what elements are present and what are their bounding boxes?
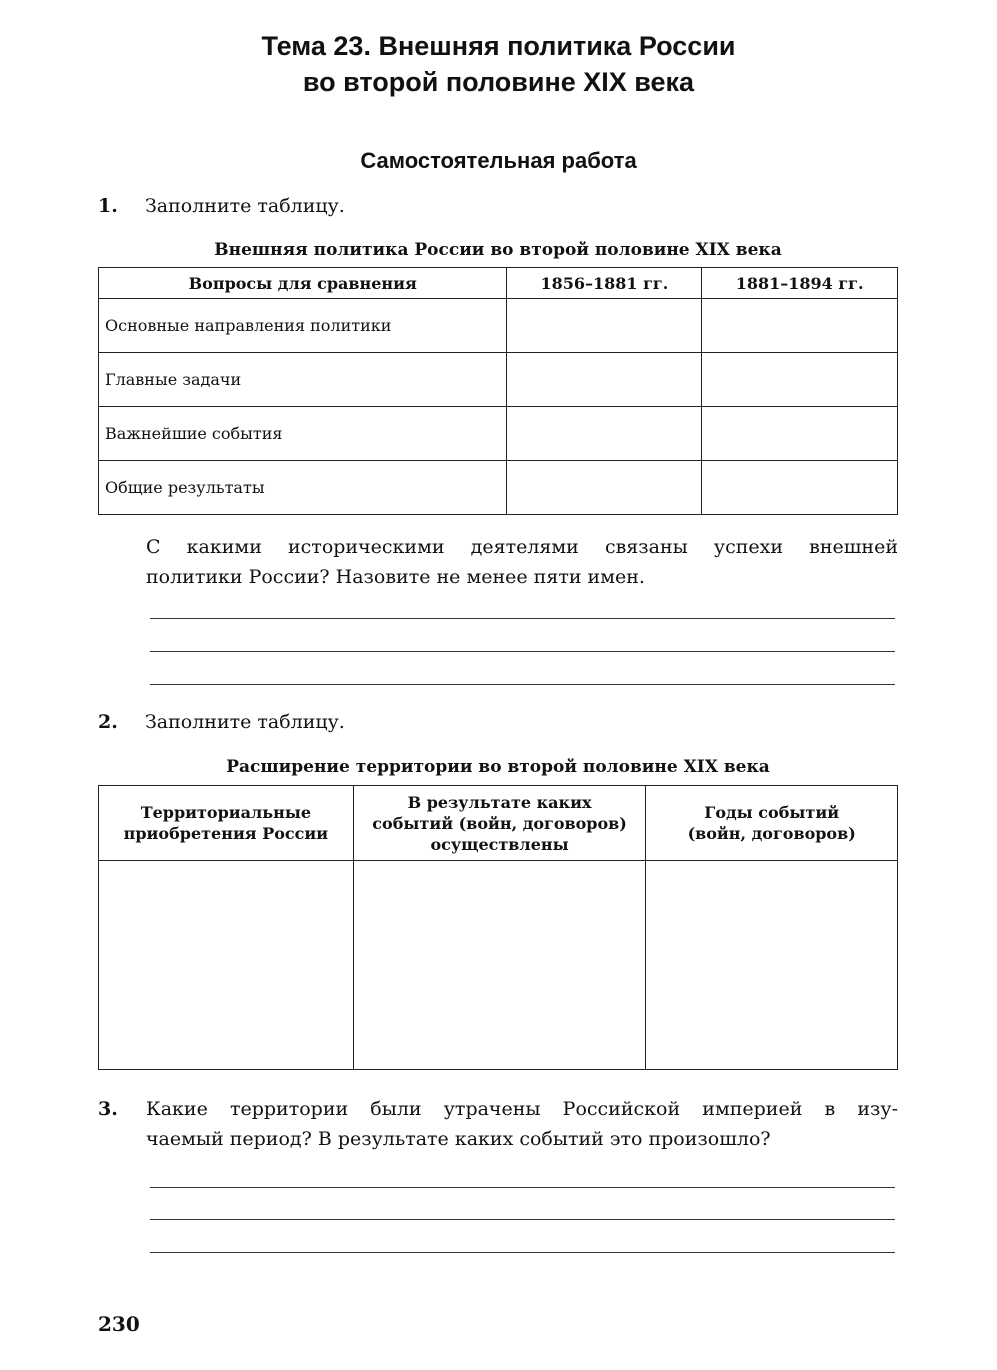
answer-line[interactable]	[150, 1219, 895, 1220]
task-2-heading	[98, 711, 345, 733]
answer-cell[interactable]	[507, 461, 702, 515]
page-title	[0, 28, 997, 100]
answer-line[interactable]	[150, 1252, 895, 1253]
row-question: Основные направления политики	[99, 299, 507, 353]
task-1-question	[146, 532, 898, 592]
answer-cell[interactable]	[702, 461, 898, 515]
page-title-line-2: во второй половине XIX века	[302, 67, 695, 97]
task-1-question-line-1: С какими историческими деятелями связаны успехи внешней	[146, 536, 898, 558]
task-3-question	[98, 1094, 898, 1154]
table-row	[99, 461, 898, 515]
answer-line[interactable]	[150, 1187, 895, 1188]
territory-expansion-table	[98, 785, 898, 1070]
header-line: осуществлены	[430, 834, 569, 854]
table-row	[99, 407, 898, 461]
answer-cell[interactable]	[353, 861, 646, 1070]
task-2-number: 2.	[98, 711, 118, 733]
table-row	[99, 861, 898, 1070]
header-period-1881-1894: 1881–1894 гг.	[702, 268, 898, 299]
task-2-instruction: Заполните таблицу.	[144, 711, 345, 733]
header-line: (войн, договоров)	[687, 824, 856, 843]
answer-line[interactable]	[150, 618, 895, 619]
task-3-question-line-2: чаемый период? В результате каких событий это произошло?	[146, 1128, 771, 1150]
header-event-years	[646, 786, 898, 861]
header-line: приобретения России	[123, 824, 329, 843]
task-3-question-line-1: Какие территории были утрачены Российской империей в изу-	[146, 1098, 898, 1120]
header-period-1856-1881: 1856–1881 гг.	[507, 268, 702, 299]
header-line: Территориальные	[140, 803, 312, 822]
answer-cell[interactable]	[507, 299, 702, 353]
answer-line[interactable]	[150, 651, 895, 652]
row-question: Главные задачи	[99, 353, 507, 407]
header-resulting-events	[353, 786, 646, 861]
table-2-header-row	[99, 786, 898, 861]
header-comparison-questions: Вопросы для сравнения	[99, 268, 507, 299]
answer-cell[interactable]	[507, 353, 702, 407]
answer-cell[interactable]	[507, 407, 702, 461]
header-line: В результате каких	[407, 792, 592, 812]
task-1-instruction: Заполните таблицу.	[144, 195, 345, 217]
task-1-number: 1.	[98, 195, 118, 217]
task-3-number: 3.	[98, 1098, 118, 1120]
task-1-question-line-2: политики России? Назовите не менее пяти имен.	[146, 566, 645, 588]
table-1-header-row	[99, 268, 898, 299]
answer-cell[interactable]	[646, 861, 898, 1070]
table-1-caption: Внешняя политика России во второй половине XIX века	[214, 240, 782, 260]
table-2-caption: Расширение территории во второй половине XIX века	[226, 757, 770, 777]
task-1-heading	[98, 195, 345, 217]
page-title-line-1: Тема 23. Внешняя политика России	[261, 31, 736, 61]
foreign-policy-table	[98, 267, 898, 515]
answer-cell[interactable]	[702, 407, 898, 461]
answer-cell[interactable]	[702, 299, 898, 353]
header-territorial-acquisitions	[99, 786, 354, 861]
answer-cell[interactable]	[99, 861, 354, 1070]
table-row	[99, 353, 898, 407]
row-question: Важнейшие события	[99, 407, 507, 461]
answer-cell[interactable]	[702, 353, 898, 407]
page-number: 230	[98, 1312, 140, 1336]
row-question: Общие результаты	[99, 461, 507, 515]
section-subtitle: Самостоятельная работа	[360, 148, 637, 173]
header-line: Годы событий	[704, 803, 840, 822]
answer-line[interactable]	[150, 684, 895, 685]
header-line: событий (войн, договоров)	[372, 813, 627, 833]
table-row	[99, 299, 898, 353]
